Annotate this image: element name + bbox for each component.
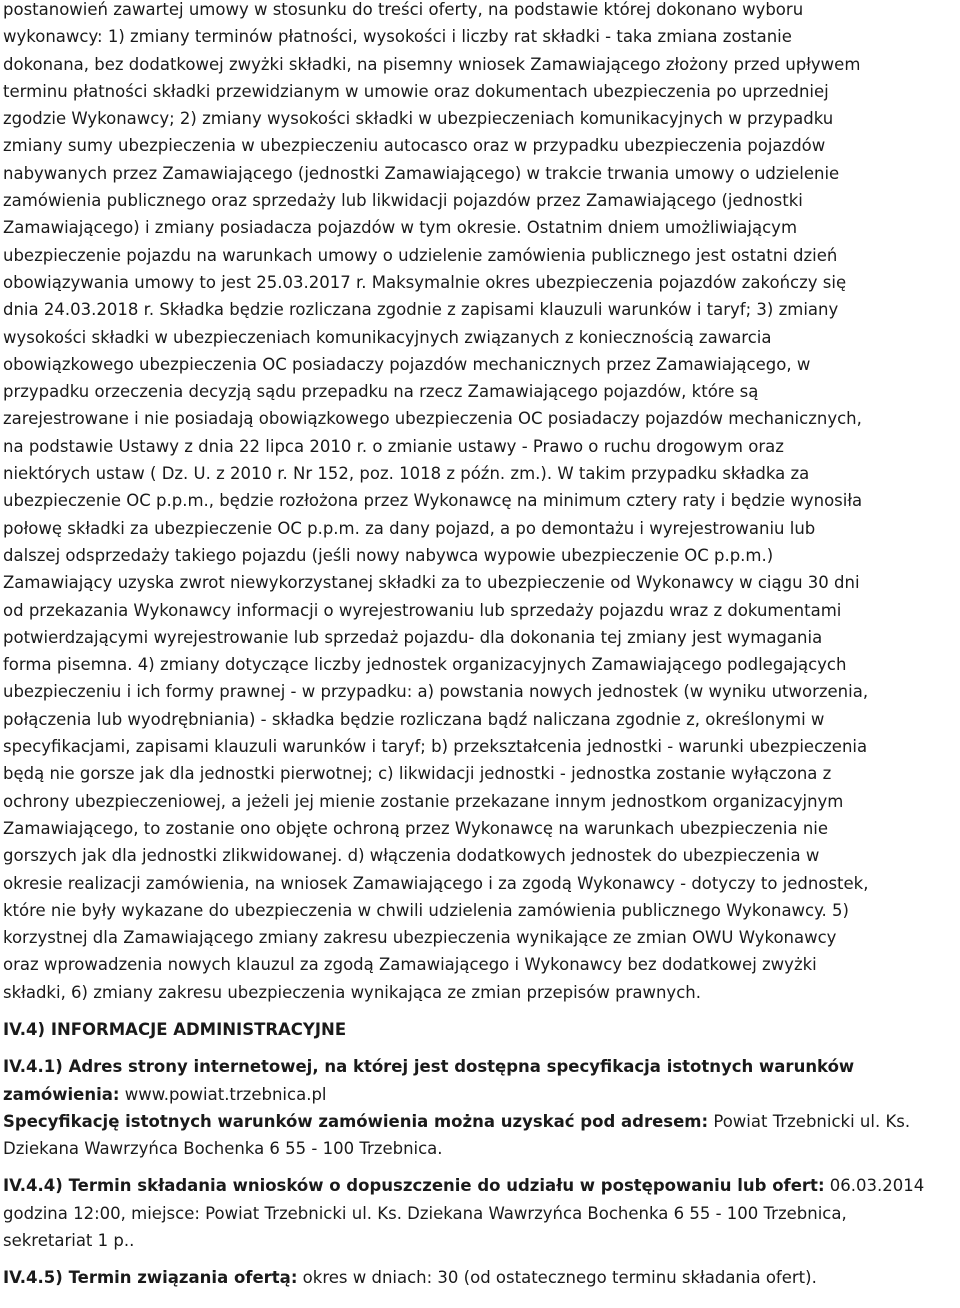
body-text-line: ubezpieczenie pojazdu na warunkach umowy o udzielenie zamówienia publicznego jest ostatni dzień bbox=[3, 245, 838, 265]
body-text-line: nabywanych przez Zamawiającego (jednostki Zamawiającego) w trakcie trwania umowy o udzielenie bbox=[3, 163, 840, 183]
iv41-website-url: www.powiat.trzebnica.pl bbox=[119, 1084, 327, 1104]
body-text-line: na podstawie Ustawy z dnia 22 lipca 2010 r. o zmianie ustawy - Prawo o ruchu drogowym oraz bbox=[3, 436, 784, 456]
iv44-value-line1: 06.03.2014 bbox=[824, 1176, 925, 1196]
contract-changes-paragraph bbox=[3, 0, 957, 1006]
body-text-line: które nie były wykazane do ubezpieczenia w chwili udzielenia zamówienia publicznego Wykonawcy. 5) bbox=[3, 900, 849, 920]
body-text-line: zgodzie Wykonawcy; 2) zmiany wysokości składki w ubezpieczeniach komunikacyjnych w przypadku bbox=[3, 109, 834, 129]
section-heading bbox=[3, 1016, 957, 1043]
iv45-label: IV.4.5) Termin związania ofertą: bbox=[3, 1268, 298, 1288]
body-text-line: dnia 24.03.2018 r. Składka będzie rozliczana zgodnie z zapisami klauzuli warunków i taryf; 3) zmiany bbox=[3, 300, 839, 320]
body-text-line: zarejestrowane i nie posiadają obowiązkowego ubezpieczenia OC posiadaczy pojazdów mechanicznych, bbox=[3, 409, 862, 429]
body-text-line: ochrony ubezpieczeniowej, a jeżeli jej mienie zostanie przekazane innym jednostkom organizacyjnym bbox=[3, 791, 844, 811]
body-text-line: zamówienia publicznego oraz sprzedaży lub likwidacji pojazdów przez Zamawiającego (jednostki bbox=[3, 191, 803, 211]
body-text-line: obowiązywania umowy to jest 25.03.2017 r. Maksymalnie okres ubezpieczenia pojazdów zakończy się bbox=[3, 272, 847, 292]
body-text-line: wysokości składki w ubezpieczeniach komunikacyjnych związanych z koniecznością zawarcia bbox=[3, 327, 772, 347]
body-text-line: od przekazania Wykonawcy informacji o wyrejestrowaniu lub sprzedaży pojazdu wraz z dokumentami bbox=[3, 600, 842, 620]
iv45-binding-block bbox=[3, 1264, 957, 1291]
body-text-line: wykonawcy: 1) zmiany terminów płatności, wysokości i liczby rat składki - taka zmiana zostanie bbox=[3, 27, 792, 47]
spec-value-line2: Dziekana Wawrzyńca Bochenka 6 55 - 100 Trzebnica. bbox=[3, 1139, 443, 1159]
iv44-value-line3: sekretariat 1 p.. bbox=[3, 1231, 135, 1251]
section-heading-text: IV.4) INFORMACJE ADMINISTRACYJNE bbox=[3, 1019, 347, 1039]
body-text-line: zmiany sumy ubezpieczenia w ubezpieczeniu autocasco oraz w przypadku ubezpieczenia pojazdów bbox=[3, 136, 826, 156]
body-text-line: specyfikacjami, zapisami klauzuli warunków i taryf; b) przekształcenia jednostki - warunki ubezpieczenia bbox=[3, 737, 868, 757]
spec-line1 bbox=[3, 1108, 957, 1135]
body-text-line: oraz wprowadzenia nowych klauzul za zgodą Zamawiającego i Wykonawcy bez dodatkowej zwyżki bbox=[3, 955, 817, 975]
body-text-line: przypadku orzeczenia decyzją sądu przepadku na rzecz Zamawiającego pojazdów, które są bbox=[3, 382, 759, 402]
document-page bbox=[3, 0, 957, 1292]
body-text-line: potwierdzającymi wyrejestrowanie lub sprzedaż pojazdu- dla dokonania tej zmiany jest wymagania bbox=[3, 627, 823, 647]
iv45-line bbox=[3, 1264, 957, 1291]
body-text-line: postanowień zawartej umowy w stosunku do treści oferty, na podstawie której dokonano wyboru bbox=[3, 0, 804, 19]
body-text-line: ubezpieczeniu i ich formy prawnej - w przypadku: a) powstania nowych jednostek (w wyniku utworzenia, bbox=[3, 682, 869, 702]
body-text-line: połowę składki za ubezpieczenie OC p.p.m. za dany pojazd, a po demontażu i wyrejestrowaniu lub bbox=[3, 518, 816, 538]
body-text-line: Zamawiający uzyska zwrot niewykorzystanej składki za to ubezpieczenie od Wykonawcy w ciągu 30 dni bbox=[3, 573, 860, 593]
iv45-value: okres w dniach: 30 (od ostatecznego terminu składania ofert). bbox=[297, 1268, 817, 1288]
body-text-line: dalszej odsprzedaży takiego pojazdu (jeśli nowy nabywca wypowie ubezpieczenie OC p.p.m.) bbox=[3, 545, 774, 565]
iv44-value-line2: godzina 12:00, miejsce: Powiat Trzebnicki ul. Ks. Dziekana Wawrzyńca Bochenka 6 55 - 100 Trzebnica, bbox=[3, 1203, 847, 1223]
body-text-line: niektórych ustaw ( Dz. U. z 2010 r. Nr 152, poz. 1018 z późn. zm.). W takim przypadku składka za bbox=[3, 464, 810, 484]
body-text-line: Zamawiającego) i zmiany posiadacza pojazdów w tym okresie. Ostatnim dniem umożliwiającym bbox=[3, 218, 798, 238]
body-text-line: połączenia lub wyodrębniania) - składka będzie rozliczana bądź naliczana zgodnie z, określonymi w bbox=[3, 709, 825, 729]
body-text-line: dokonana, bez dodatkowej zwyżki składki, na pisemny wniosek Zamawiającego złożony przed upływem bbox=[3, 54, 861, 74]
body-text-line: gorszych jak dla jednostki zlikwidowanej. d) włączenia dodatkowych jednostek do ubezpieczenia w bbox=[3, 846, 820, 866]
body-text-line: ubezpieczenie OC p.p.m., będzie rozłożona przez Wykonawcę na minimum cztery raty i będzie wynosiła bbox=[3, 491, 863, 511]
body-text-line: składki, 6) zmiany zakresu ubezpieczenia wynikająca ze zmian przepisów prawnych. bbox=[3, 982, 701, 1002]
body-text-line: korzystnej dla Zamawiającego zmiany zakresu ubezpieczenia wynikające ze zmian OWU Wykonawcy bbox=[3, 928, 837, 948]
iv44-label: IV.4.4) Termin składania wniosków o dopuszczenie do udziału w postępowaniu lub ofert: bbox=[3, 1176, 825, 1196]
body-text-line: obowiązkowego ubezpieczenia OC posiadaczy pojazdów mechanicznych przez Zamawiającego, w bbox=[3, 354, 811, 374]
iv44-deadline-block bbox=[3, 1172, 957, 1254]
body-text-line: terminu płatności składki przewidzianym w umowie oraz dokumentach ubezpieczenia po uprzedniej bbox=[3, 81, 829, 101]
iv41-label-line2: zamówienia: bbox=[3, 1084, 120, 1104]
body-text-line: będą nie gorsze jak dla jednostki pierwotnej; c) likwidacji jednostki - jednostka zostanie wyłączona z bbox=[3, 764, 832, 784]
iv41-label-value-line bbox=[3, 1081, 957, 1108]
body-text-line: Zamawiającego, to zostanie ono objęte ochroną przez Wykonawcę na warunkach ubezpieczenia nie bbox=[3, 818, 829, 838]
iv44-line1 bbox=[3, 1172, 957, 1199]
iv41-website-block bbox=[3, 1053, 957, 1162]
body-text-line: forma pisemna. 4) zmiany dotyczące liczby jednostek organizacyjnych Zamawiającego podlegających bbox=[3, 655, 847, 675]
spec-label: Specyfikację istotnych warunków zamówienia można uzyskać pod adresem: bbox=[3, 1111, 709, 1131]
iv41-label-line1: IV.4.1) Adres strony internetowej, na której jest dostępna specyfikacja istotnych warunków bbox=[3, 1057, 855, 1077]
spec-value-line1: Powiat Trzebnicki ul. Ks. bbox=[708, 1111, 911, 1131]
body-text-line: okresie realizacji zamówienia, na wniosek Zamawiającego i za zgodą Wykonawcy - dotyczy to jednostek, bbox=[3, 873, 869, 893]
